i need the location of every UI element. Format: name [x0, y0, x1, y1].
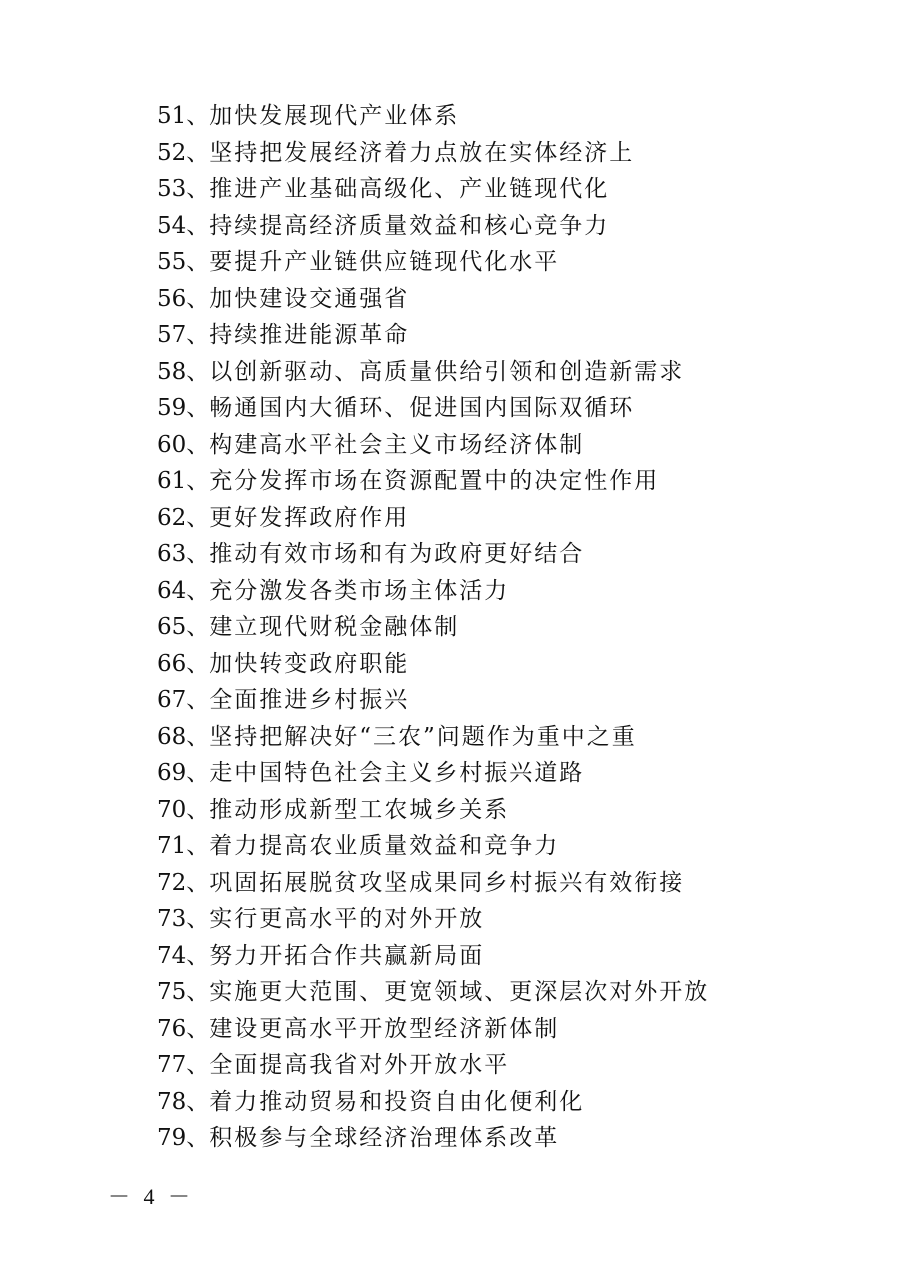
list-item-separator: 、: [186, 1015, 210, 1042]
list-item-text: 充分激发各类市场主体活力: [209, 577, 510, 604]
list-item-number: 59: [157, 395, 187, 421]
list-item-text: 更好发挥政府作用: [209, 504, 410, 531]
list-item: [157, 390, 857, 427]
list-item-text: 持续推进能源革命: [209, 322, 410, 348]
list-item-number: 75: [157, 979, 187, 1005]
list-item-text: 积极参与全球经济治理体系改革: [209, 1125, 560, 1151]
list-item: [157, 792, 857, 829]
list-item-separator: 、: [186, 869, 210, 896]
list-item-number: 79: [157, 1125, 187, 1151]
list-item: [157, 865, 857, 902]
list-item-text: 走中国特色社会主义乡村振兴道路: [209, 760, 585, 786]
list-item-number: 71: [157, 833, 187, 859]
list-item-text: 充分发挥市场在资源配置中的决定性作用: [209, 468, 660, 494]
list-item-number: 66: [157, 650, 187, 677]
list-item-text: 以创新驱动、高质量供给引领和创造新需求: [209, 358, 685, 385]
list-item-text: 推动形成新型工农城乡关系: [209, 796, 510, 823]
list-item-separator: 、: [186, 541, 210, 567]
list-item-number: 76: [157, 1015, 187, 1042]
list-item-text: 建设更高水平开放型经济新体制: [209, 1015, 560, 1042]
list-item-separator: 、: [186, 322, 210, 348]
list-item: [157, 1084, 857, 1121]
list-item-separator: 、: [186, 176, 210, 202]
list-item-separator: 、: [186, 979, 210, 1005]
list-item-text: 努力开拓合作共赢新局面: [209, 942, 485, 969]
list-item-text: 坚持把发展经济着力点放在实体经济上: [209, 139, 635, 166]
list-item: [157, 317, 857, 354]
list-item-text: 推动有效市场和有为政府更好结合: [209, 541, 585, 567]
list-item-separator: 、: [186, 906, 210, 932]
list-item-text: 全面推进乡村振兴: [209, 687, 410, 713]
list-item: [157, 974, 857, 1011]
list-item-number: 51: [157, 103, 187, 129]
list-item-separator: 、: [186, 395, 210, 421]
list-item-number: 65: [157, 614, 187, 640]
list-item-number: 58: [157, 358, 187, 385]
list-item-number: 70: [157, 796, 187, 823]
list-item-number: 53: [157, 176, 187, 202]
list-item: [157, 281, 857, 318]
list-item-text: 坚持把解决好“三农”问题作为重中之重: [209, 723, 637, 750]
list-item: [157, 573, 857, 610]
list-item-number: 73: [157, 906, 187, 932]
list-item-number: 55: [157, 249, 187, 275]
list-item-text: 要提升产业链供应链现代化水平: [209, 249, 560, 275]
list-item: [157, 500, 857, 537]
list-item-text: 着力提高农业质量效益和竞争力: [209, 833, 560, 859]
list-item: [157, 98, 857, 135]
list-item-text: 加快建设交通强省: [209, 285, 410, 312]
list-item-separator: 、: [186, 212, 210, 239]
list-item-number: 56: [157, 285, 187, 312]
list-item-text: 加快转变政府职能: [209, 650, 410, 677]
list-item-separator: 、: [186, 139, 210, 166]
list-item: [157, 427, 857, 464]
list-item-separator: 、: [186, 431, 210, 458]
numbered-list: [157, 98, 857, 1157]
list-item: [157, 646, 857, 683]
list-item-separator: 、: [186, 614, 210, 640]
list-item-text: 全面提高我省对外开放水平: [209, 1052, 510, 1078]
list-item-number: 72: [157, 869, 187, 896]
page-number: － 4 －: [108, 1184, 195, 1209]
list-item-text: 加快发展现代产业体系: [209, 103, 460, 129]
list-item-separator: 、: [186, 468, 210, 494]
list-item: [157, 828, 857, 865]
list-item-number: 64: [157, 577, 187, 604]
list-item-separator: 、: [186, 723, 210, 750]
list-item-separator: 、: [186, 103, 210, 129]
list-item-separator: 、: [186, 833, 210, 859]
list-item-text: 实行更高水平的对外开放: [209, 906, 485, 932]
list-item-separator: 、: [186, 1052, 210, 1078]
list-item: [157, 719, 857, 756]
list-item: [157, 682, 857, 719]
list-item-separator: 、: [186, 760, 210, 786]
list-item: [157, 755, 857, 792]
list-item: [157, 208, 857, 245]
list-item-separator: 、: [186, 1088, 210, 1115]
list-item-separator: 、: [186, 687, 210, 713]
list-item-number: 62: [157, 504, 187, 531]
list-item-separator: 、: [186, 650, 210, 677]
list-item-number: 77: [157, 1052, 187, 1078]
list-item-number: 69: [157, 760, 187, 786]
list-item: [157, 536, 857, 573]
list-item-separator: 、: [186, 577, 210, 604]
list-item: [157, 171, 857, 208]
list-item-number: 61: [157, 468, 187, 494]
list-item-number: 74: [157, 942, 187, 969]
list-item-text: 着力推动贸易和投资自由化便利化: [209, 1088, 585, 1115]
list-item: [157, 1011, 857, 1048]
list-item-separator: 、: [186, 1125, 210, 1151]
list-item: [157, 244, 857, 281]
list-item: [157, 354, 857, 391]
list-item-text: 建立现代财税金融体制: [209, 614, 460, 640]
list-item-number: 52: [157, 139, 187, 166]
list-item-text: 巩固拓展脱贫攻坚成果同乡村振兴有效衔接: [209, 869, 685, 896]
list-item: [157, 1120, 857, 1157]
list-item: [157, 1047, 857, 1084]
list-item-text: 推进产业基础高级化、产业链现代化: [209, 176, 610, 202]
list-item-number: 63: [157, 541, 187, 567]
list-item: [157, 938, 857, 975]
list-item: [157, 463, 857, 500]
list-item-separator: 、: [186, 358, 210, 385]
list-item-number: 57: [157, 322, 187, 348]
list-item: [157, 609, 857, 646]
list-item-number: 68: [157, 723, 187, 750]
list-item-text: 实施更大范围、更宽领域、更深层次对外开放: [209, 979, 710, 1005]
list-item: [157, 135, 857, 172]
list-item-separator: 、: [186, 249, 210, 275]
list-item-text: 构建高水平社会主义市场经济体制: [209, 431, 585, 458]
list-item-number: 67: [157, 687, 187, 713]
list-item-number: 60: [157, 431, 187, 458]
list-item-text: 畅通国内大循环、促进国内国际双循环: [209, 395, 635, 421]
list-item: [157, 901, 857, 938]
list-item-separator: 、: [186, 796, 210, 823]
list-item-separator: 、: [186, 285, 210, 312]
list-item-number: 78: [157, 1088, 187, 1115]
list-item-separator: 、: [186, 504, 210, 531]
list-item-text: 持续提高经济质量效益和核心竞争力: [209, 212, 610, 239]
list-item-separator: 、: [186, 942, 210, 969]
list-item-number: 54: [157, 212, 187, 239]
